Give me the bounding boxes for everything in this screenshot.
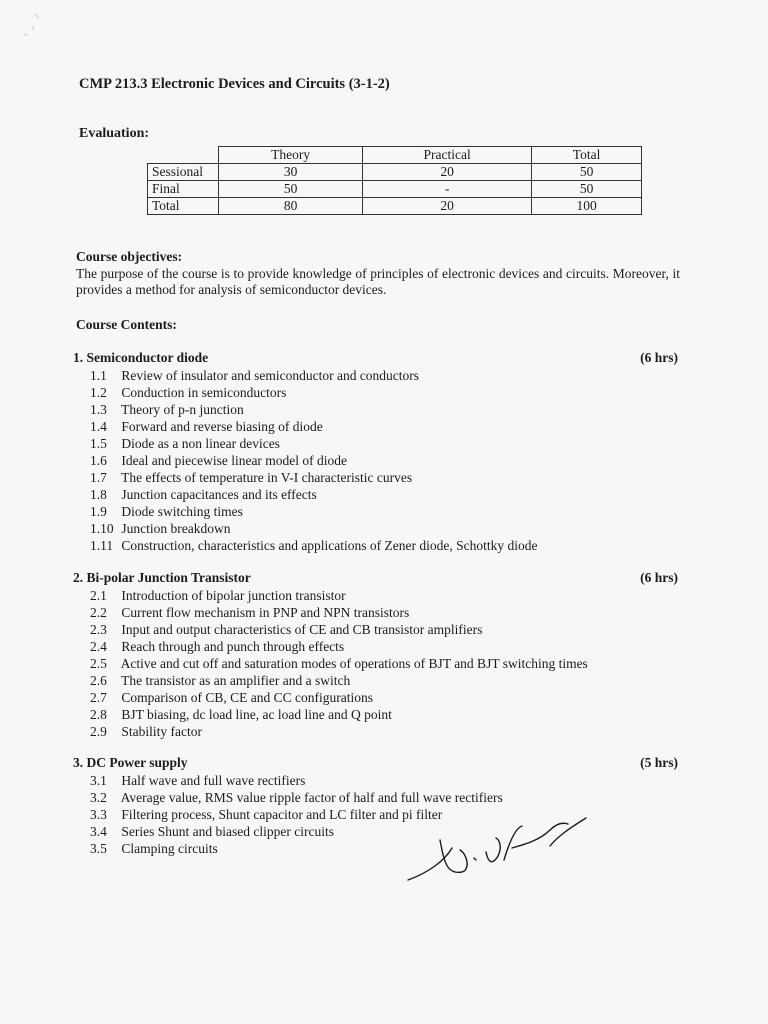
item-text: Reach through and punch through effects [121,639,345,654]
list-item [90,418,678,435]
item-number: 1.7 [90,470,107,485]
table-cell: 30 [219,164,363,181]
topic-item-list [73,367,678,554]
objectives-heading: Course objectives: [76,249,183,264]
list-item [90,638,678,655]
item-text: Diode as a non linear devices [121,436,280,451]
item-number: 2.2 [90,605,107,620]
item-text: Forward and reverse biasing of diode [121,419,323,434]
item-number: 1.2 [90,385,107,400]
list-item [90,452,678,469]
corner-smudge [14,10,44,40]
topic-heading-row [73,754,678,772]
list-item [90,621,678,638]
table-cell: 100 [532,198,642,215]
list-item [90,706,678,723]
table-row-label: Final [148,181,219,198]
item-number: 2.7 [90,690,107,705]
item-text: Introduction of bipolar junction transistor [121,588,346,603]
item-text: Diode switching times [121,504,243,519]
item-number: 1.3 [90,402,107,417]
topic-heading-row [73,349,678,367]
table-col-header: Practical [363,147,532,164]
item-number: 1.8 [90,487,107,502]
item-text: Filtering process, Shunt capacitor and LC filter and pi filter [121,807,443,822]
item-number: 1.1 [90,368,107,383]
item-text: Average value, RMS value ripple factor of half and full wave rectifiers [120,790,503,805]
item-text: Construction, characteristics and applications of Zener diode, Schottky diode [121,538,538,553]
topic-heading-row [73,569,678,587]
contents-heading: Course Contents: [76,317,177,332]
list-item [90,520,678,537]
topic-item-list [73,587,678,740]
list-item [90,587,678,604]
item-text: Theory of p-n junction [121,402,244,417]
item-number: 1.11 [90,538,114,553]
item-number: 3.2 [90,790,107,805]
item-text: Junction capacitances and its effects [121,487,317,502]
list-item [90,604,678,621]
item-number: 2.3 [90,622,107,637]
list-item [90,672,678,689]
list-item [90,537,678,554]
item-text: Series Shunt and biased clipper circuits [121,824,334,839]
table-cell: 50 [532,181,642,198]
item-text: Stability factor [121,724,202,739]
table-header-row [148,147,642,164]
evaluation-table [147,146,642,215]
list-item [90,367,678,384]
item-text: Clamping circuits [121,841,218,856]
item-text: Conduction in semiconductors [121,385,287,400]
list-item [90,486,678,503]
topic-hours: (6 hrs) [640,350,678,365]
course-title: CMP 213.3 Electronic Devices and Circuits (3-1-2) [79,76,390,92]
item-number: 3.5 [90,841,107,856]
item-text: Half wave and full wave rectifiers [121,773,306,788]
item-number: 1.4 [90,419,107,434]
topic-title: 3. DC Power supply [73,755,188,770]
table-cell: 50 [219,181,363,198]
topic-hours: (6 hrs) [640,570,678,585]
item-number: 3.4 [90,824,107,839]
item-number: 2.5 [90,656,107,671]
list-item [90,384,678,401]
item-number: 1.10 [90,521,114,536]
list-item [90,723,678,740]
list-item [90,503,678,520]
item-number: 2.6 [90,673,107,688]
table-cell: - [363,181,532,198]
item-number: 2.4 [90,639,107,654]
item-number: 3.3 [90,807,107,822]
table-col-header: Total [532,147,642,164]
table-row [148,164,642,181]
item-number: 1.9 [90,504,107,519]
topic-title: 1. Semiconductor diode [73,350,209,365]
table-row-label: Sessional [148,164,219,181]
list-item [90,401,678,418]
table-cell: 80 [219,198,363,215]
item-number: 2.1 [90,588,107,603]
objectives-text: The purpose of the course is to provide knowledge of principles of electronic devices and circuits. Moreover, it provides a method for analysis of semiconductor devices. [76,266,680,297]
item-number: 3.1 [90,773,107,788]
topic-title: 2. Bi-polar Junction Transistor [73,570,251,585]
item-text: Ideal and piecewise linear model of diode [121,453,348,468]
item-text: BJT biasing, dc load line, ac load line and Q point [121,707,392,722]
table-row [148,181,642,198]
evaluation-label: Evaluation: [79,126,150,141]
list-item [90,655,678,672]
table-col-header: Theory [219,147,363,164]
item-text: The effects of temperature in V-I characteristic curves [121,470,413,485]
table-row [148,198,642,215]
item-number: 1.6 [90,453,107,468]
item-text: The transistor as an amplifier and a switch [121,673,351,688]
item-text: Active and cut off and saturation modes of operations of BJT and BJT switching times [120,656,588,671]
list-item [90,435,678,452]
table-cell: 20 [363,198,532,215]
table-corner-cell [148,147,219,164]
list-item [90,469,678,486]
list-item [90,689,678,706]
table-cell: 20 [363,164,532,181]
topic-section [73,569,678,740]
item-text: Current flow mechanism in PNP and NPN transistors [121,605,410,620]
topic-section [73,349,678,554]
item-number: 2.8 [90,707,107,722]
list-item [90,772,678,789]
item-number: 2.9 [90,724,107,739]
topic-hours: (5 hrs) [640,755,678,770]
handwritten-signature [400,800,600,890]
item-number: 1.5 [90,436,107,451]
item-text: Junction breakdown [121,521,231,536]
item-text: Input and output characteristics of CE and CB transistor amplifiers [121,622,483,637]
item-text: Review of insulator and semiconductor and conductors [121,368,420,383]
table-row-label: Total [148,198,219,215]
item-text: Comparison of CB, CE and CC configurations [121,690,373,705]
table-cell: 50 [532,164,642,181]
